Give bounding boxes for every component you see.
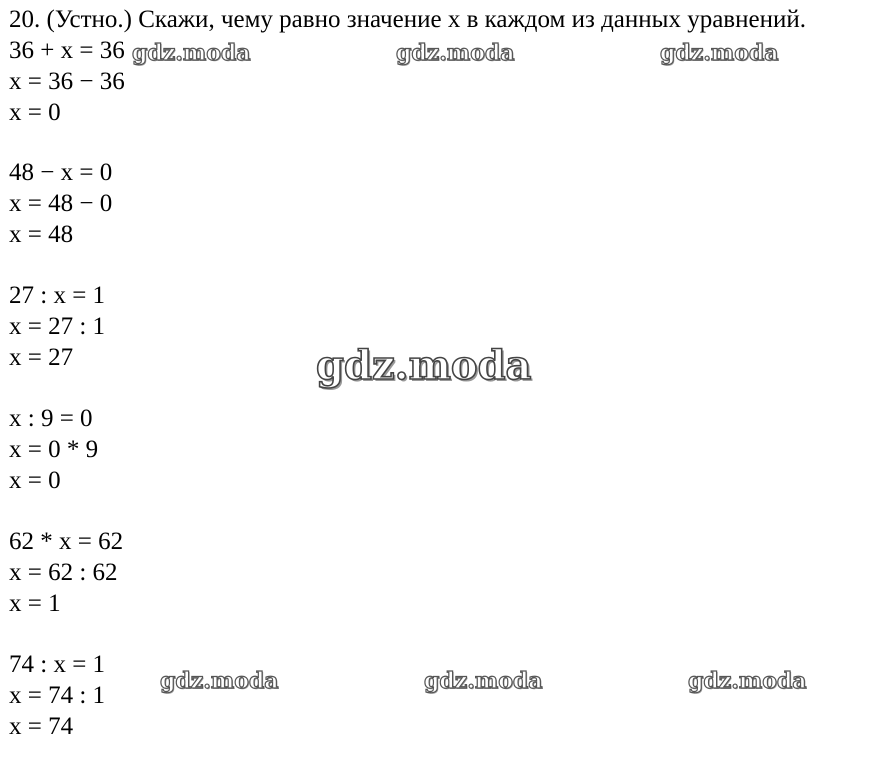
equation-line: x = 48 − 0 — [9, 190, 113, 217]
watermark: gdz.moda — [688, 668, 807, 694]
equation-line: x : 9 = 0 — [9, 405, 93, 432]
equation-line: 48 − x = 0 — [9, 159, 113, 186]
equation-line: 27 : x = 1 — [9, 282, 106, 309]
equation-line: 74 : x = 1 — [9, 651, 106, 678]
watermark: gdz.moda — [316, 342, 532, 389]
equation-line: x = 74 : 1 — [9, 682, 106, 709]
equation-line: x = 0 — [9, 467, 61, 494]
equation-line: x = 27 : 1 — [9, 313, 106, 340]
equation-line: x = 0 * 9 — [9, 436, 99, 463]
exercise-title: 20. (Устно.) Скажи, чему равно значение x в каждом из данных уравнений. — [9, 6, 806, 33]
equation-line: 36 + x = 36 — [9, 37, 125, 64]
watermark: gdz.moda — [132, 40, 251, 66]
equation-line: 62 * x = 62 — [9, 528, 124, 555]
equation-line: x = 1 — [9, 590, 61, 617]
equation-line: x = 48 — [9, 221, 74, 248]
equation-line: x = 74 — [9, 713, 74, 740]
watermark: gdz.moda — [424, 668, 543, 694]
equation-line: x = 62 : 62 — [9, 559, 118, 586]
equation-line: x = 36 − 36 — [9, 68, 125, 95]
watermark: gdz.moda — [660, 40, 779, 66]
equation-line: x = 27 — [9, 344, 74, 371]
watermark: gdz.moda — [160, 668, 279, 694]
equation-line: x = 0 — [9, 99, 61, 126]
watermark: gdz.moda — [396, 40, 515, 66]
